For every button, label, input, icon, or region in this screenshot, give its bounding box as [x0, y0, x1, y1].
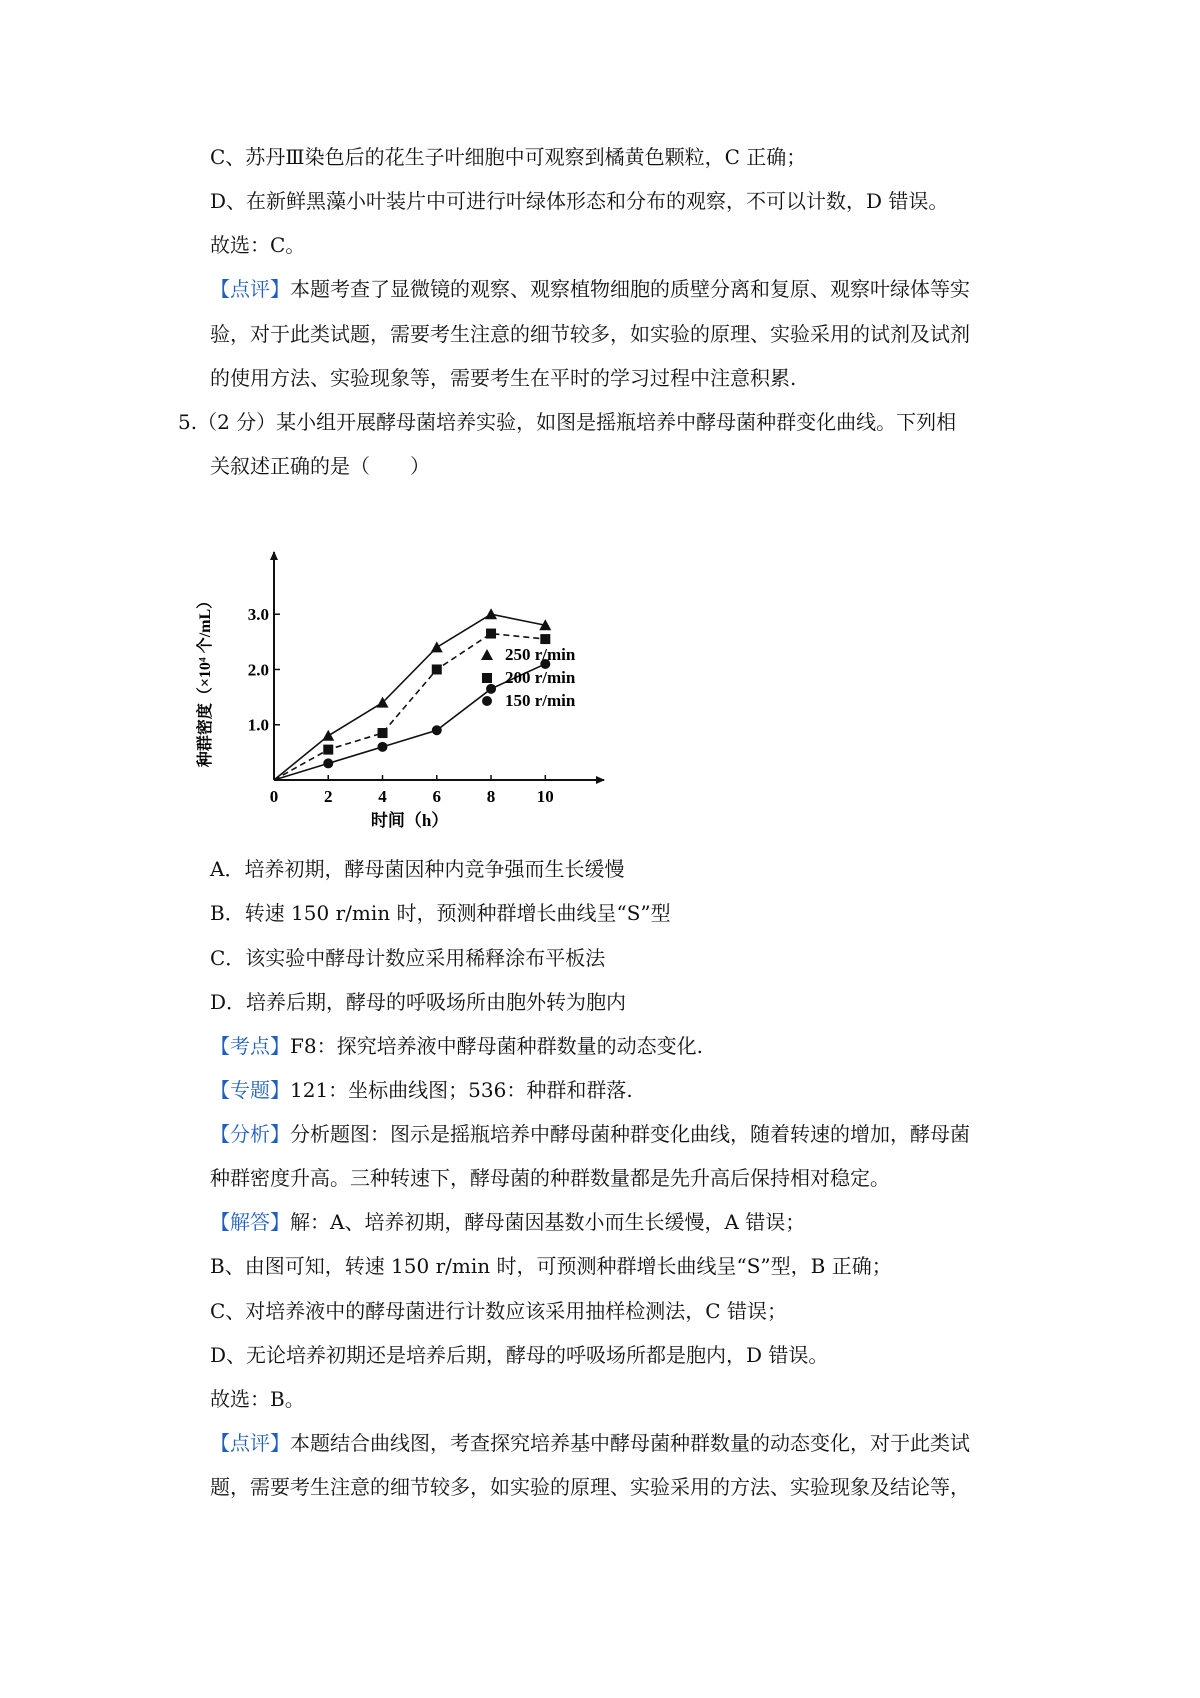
legend-label: 250 r/min — [505, 645, 576, 664]
data-point — [322, 730, 334, 741]
x-tick-label: 4 — [378, 787, 387, 806]
data-point — [432, 664, 442, 674]
answer-choice: 故选：B。 — [210, 1387, 305, 1411]
fenxi-text: 分析题图：图示是摇瓶培养中酵母菌种群变化曲线，随着转速的增加，酵母菌 — [290, 1122, 970, 1146]
dianping-line-2: 题，需要考生注意的细节较多，如实验的原理、实验采用的方法、实验现象及结论等， — [210, 1475, 970, 1499]
legend-marker — [482, 696, 492, 706]
prev-option-c-explanation: C、苏丹Ⅲ染色后的花生子叶细胞中可观察到橘黄色颗粒，C 正确； — [210, 145, 807, 169]
jieda-line-1 — [210, 1208, 805, 1236]
option-a: A．培养初期，酵母菌因种内竞争强而生长缓慢 — [210, 857, 625, 881]
prev-comment-line-3: 的使用方法、实验现象等，需要考生在平时的学习过程中注意积累. — [210, 366, 797, 390]
data-point — [486, 629, 496, 639]
data-point — [486, 684, 496, 694]
comment-text: 本题考查了显微镜的观察、观察植物细胞的质壁分离和复原、观察叶绿体等实 — [290, 277, 970, 301]
data-point — [378, 728, 388, 738]
option-c: C．该实验中酵母计数应采用稀释涂布平板法 — [210, 946, 606, 970]
option-b: B．转速 150 r/min 时，预测种群增长曲线呈“S”型 — [210, 901, 671, 925]
jieda-tag: 【解答】 — [210, 1210, 290, 1234]
dianping-line-1 — [210, 1429, 970, 1457]
prev-option-d-explanation: D、在新鲜黑藻小叶装片中可进行叶绿体形态和分布的观察，不可以计数，D 错误。 — [210, 189, 949, 213]
x-tick-label: 2 — [324, 787, 333, 806]
x-tick-label: 8 — [486, 787, 496, 806]
kaodian-text: F8：探究培养液中酵母菌种群数量的动态变化. — [290, 1034, 703, 1058]
population-density-chart — [190, 540, 660, 850]
fenxi-line-2: 种群密度升高。三种转速下，酵母菌的种群数量都是先升高后保持相对稳定。 — [210, 1166, 890, 1190]
option-d: D．培养后期，酵母的呼吸场所由胞外转为胞内 — [210, 990, 627, 1014]
zhuanti-tag: 【专题】 — [210, 1078, 290, 1102]
question-stem-line-1: 5.（2 分）某小组开展酵母菌培养实验，如图是摇瓶培养中酵母菌种群变化曲线。下列相 — [178, 410, 957, 434]
jieda-line-4: D、无论培养初期还是培养后期，酵母的呼吸场所都是胞内，D 错误。 — [210, 1343, 829, 1367]
jieda-text: 解：A、培养初期，酵母菌因基数小而生长缓慢，A 错误； — [290, 1210, 806, 1234]
legend-label: 150 r/min — [505, 691, 576, 710]
y-tick-label: 2.0 — [247, 660, 269, 680]
data-point — [485, 608, 497, 619]
fenxi-tag: 【分析】 — [210, 1122, 290, 1146]
dianping-tag: 【点评】 — [210, 1431, 290, 1455]
legend-label: 200 r/min — [505, 668, 576, 687]
x-tick-label: 0 — [269, 787, 279, 806]
data-point — [378, 742, 388, 752]
question-stem-line-2: 关叙述正确的是（ ） — [210, 454, 430, 478]
kaodian-line — [210, 1032, 703, 1060]
dianping-text: 本题结合曲线图，考查探究培养基中酵母菌种群数量的动态变化，对于此类试 — [290, 1431, 970, 1455]
legend-marker — [481, 649, 493, 660]
prev-comment-line-2: 验，对于此类试题，需要考生注意的细节较多，如实验的原理、实验采用的试剂及试剂 — [210, 322, 970, 346]
x-tick-label: 10 — [536, 787, 554, 806]
y-tick-label: 3.0 — [247, 605, 269, 625]
prev-comment-line-1 — [210, 275, 970, 303]
kaodian-tag: 【考点】 — [210, 1034, 290, 1058]
chart-ticks — [195, 593, 554, 830]
data-point — [323, 745, 333, 755]
y-axis-title: 种群密度（×10⁴ 个/mL） — [197, 592, 214, 768]
fenxi-line-1 — [210, 1120, 970, 1148]
x-tick-label: 6 — [432, 787, 442, 806]
data-point — [431, 641, 443, 652]
zhuanti-line — [210, 1076, 633, 1104]
data-point — [432, 725, 442, 735]
y-tick-label: 1.0 — [247, 715, 269, 735]
legend-marker — [482, 673, 492, 683]
prev-answer-choice: 故选：C。 — [210, 233, 306, 257]
zhuanti-text: 121：坐标曲线图；536：种群和群落. — [290, 1078, 633, 1102]
data-point — [540, 634, 550, 644]
comment-tag: 【点评】 — [210, 277, 290, 301]
jieda-line-3: C、对培养液中的酵母菌进行计数应该采用抽样检测法，C 错误； — [210, 1299, 787, 1323]
chart-legend — [481, 645, 576, 710]
data-point — [323, 758, 333, 768]
jieda-line-2: B、由图可知，转速 150 r/min 时，可预测种群增长曲线呈“S”型，B 正确； — [210, 1254, 892, 1278]
x-axis-title: 时间（h） — [370, 811, 449, 830]
